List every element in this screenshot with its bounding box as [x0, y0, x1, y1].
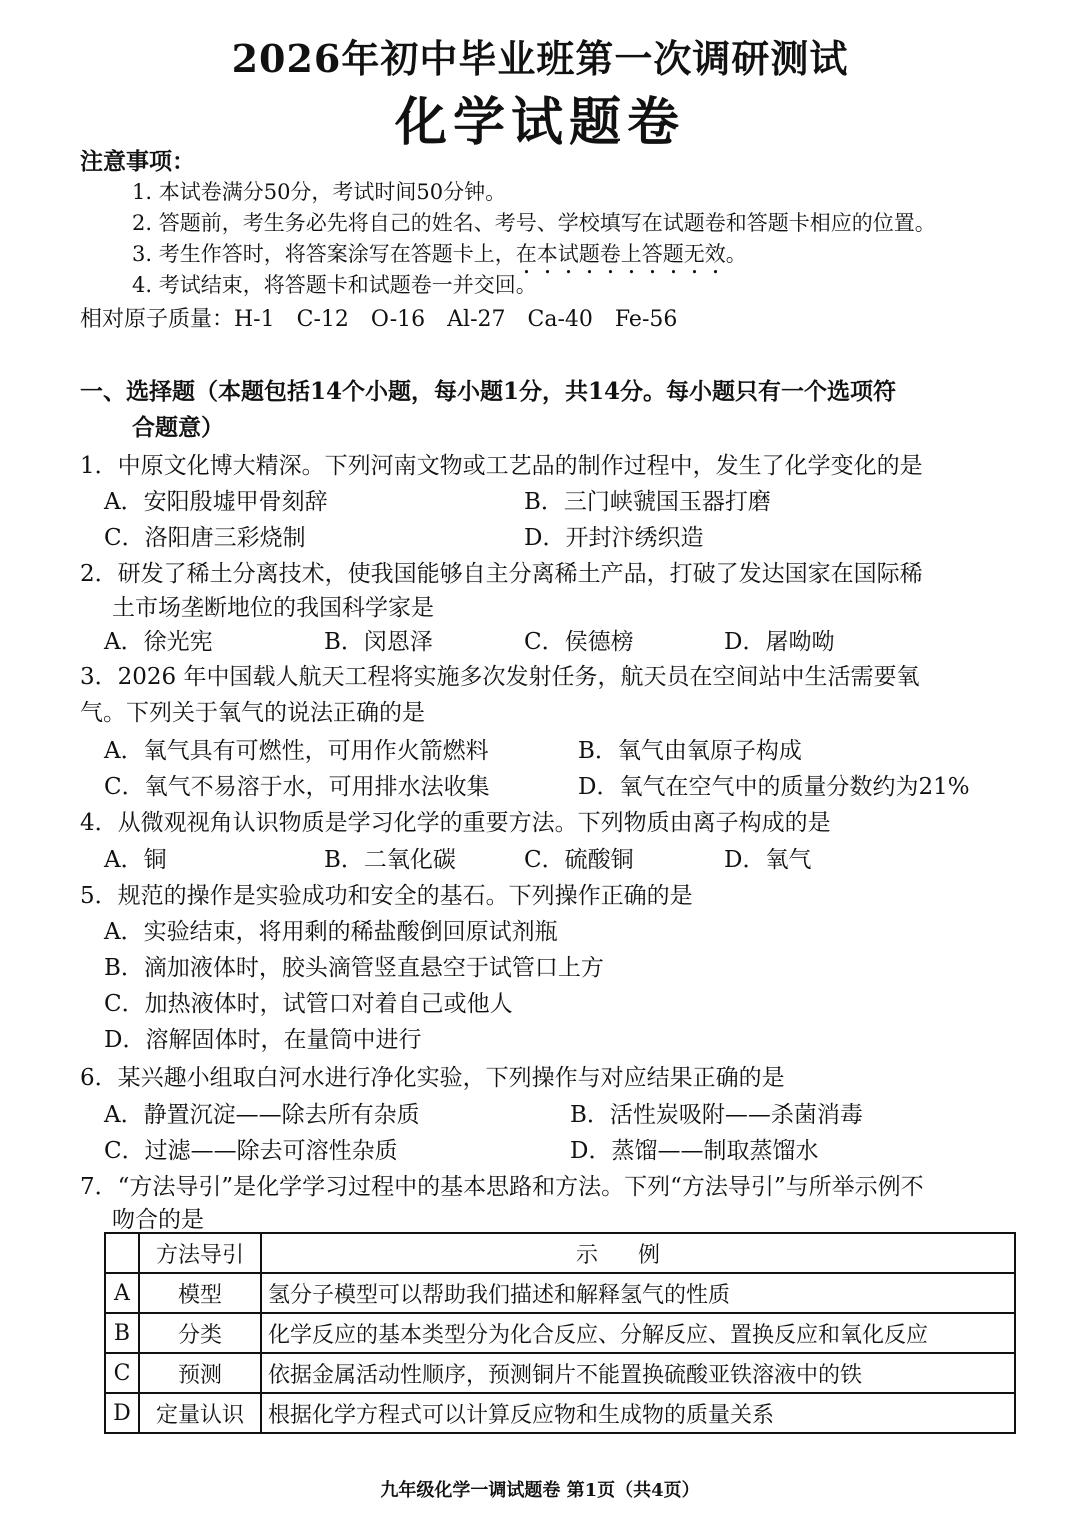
- question-6-option-c: C．过滤——除去可溶性杂质: [104, 1138, 398, 1164]
- question-4-option-c: C．硫酸铜: [524, 847, 634, 873]
- question-5-stem: 5．规范的操作是实验成功和安全的基石。下列操作正确的是: [80, 883, 693, 909]
- question-4-option-a: A．铜: [104, 847, 167, 873]
- table-header-cell: 示例: [261, 1233, 1015, 1273]
- notice-item: 4. 考试结束，将答题卡和试题卷一并交回。: [132, 273, 537, 297]
- table-cell: 氢分子模型可以帮助我们描述和解释氢气的性质: [261, 1273, 1015, 1313]
- exam-subject-title: 化学试题卷: [394, 92, 685, 153]
- question-7-stem: 7．“方法导引”是化学学习过程中的基本思路和方法。下列“方法导引”与所举示例不: [80, 1174, 924, 1200]
- question-1-option-b: B．三门峡虢国玉器打磨: [524, 489, 771, 515]
- question-4-option-d: D．氧气: [724, 847, 812, 873]
- section-heading: 一、选择题（本题包括14个小题，每小题1分，共14分。每小题只有一个选项符: [80, 378, 897, 405]
- notice-emphasis: 在本试题卷上答题无效: [515, 242, 726, 266]
- question-3-option-d: D．氧气在空气中的质量分数约为21%: [578, 774, 970, 800]
- question-2-option-d: D．屠呦呦: [724, 629, 835, 655]
- notice-heading: 注意事项：: [80, 148, 195, 175]
- question-3-option-c: C．氧气不易溶于水，可用排水法收集: [104, 774, 490, 800]
- question-7-stem-cont: 吻合的是: [112, 1207, 204, 1233]
- question-6-option-d: D．蒸馏——制取蒸馏水: [570, 1138, 819, 1164]
- table-cell: 预测: [139, 1353, 261, 1393]
- notice-item-end: 。: [725, 242, 747, 266]
- table-cell: C: [105, 1353, 139, 1393]
- question-4-stem: 4．从微观视角认识物质是学习化学的重要方法。下列物质由离子构成的是: [80, 810, 831, 836]
- question-1-option-a: A．安阳殷墟甲骨刻辞: [104, 489, 328, 515]
- table-header-cell: 方法导引: [139, 1233, 261, 1273]
- table-cell: 依据金属活动性顺序，预测铜片不能置换硫酸亚铁溶液中的铁: [261, 1353, 1015, 1393]
- table-cell: B: [105, 1313, 139, 1353]
- page-footer: 九年级化学一调试题卷 第1页（共4页）: [380, 1480, 700, 1501]
- question-2-stem-cont: 土市场垄断地位的我国科学家是: [112, 595, 434, 621]
- question-2-option-c: C．侯德榜: [524, 629, 634, 655]
- notice-item-text: 3. 考生作答时，将答案涂写在答题卡上，: [132, 242, 516, 266]
- question-6-option-a: A．静置沉淀——除去所有杂质: [104, 1102, 420, 1128]
- table-row: [105, 1353, 1015, 1393]
- question-5-option-a: A．实验结束，将用剩的稀盐酸倒回原试剂瓶: [104, 919, 558, 945]
- method-table: [104, 1232, 1016, 1434]
- question-2-option-b: B．闵恩泽: [324, 629, 433, 655]
- question-1-option-d: D．开封汴绣织造: [524, 525, 704, 551]
- exam-title: 2026年初中毕业班第一次调研测试: [231, 36, 849, 81]
- question-4-option-b: B．二氧化碳: [324, 847, 456, 873]
- question-5-option-c: C．加热液体时，试管口对着自己或他人: [104, 991, 513, 1017]
- table-header-row: [105, 1233, 1015, 1273]
- table-row: [105, 1393, 1015, 1433]
- table-cell: D: [105, 1393, 139, 1433]
- question-1-stem: 1．中原文化博大精深。下列河南文物或工艺品的制作过程中，发生了化学变化的是: [80, 453, 923, 479]
- table-cell: 模型: [139, 1273, 261, 1313]
- question-6-option-b: B．活性炭吸附——杀菌消毒: [570, 1102, 863, 1128]
- table-row: [105, 1273, 1015, 1313]
- table-cell: A: [105, 1273, 139, 1313]
- table-cell: 分类: [139, 1313, 261, 1353]
- notice-item: 1. 本试卷满分50分，考试时间50分钟。: [132, 180, 507, 204]
- table-cell: 化学反应的基本类型分为化合反应、分解反应、置换反应和氧化反应: [261, 1313, 1015, 1353]
- question-3-option-a: A．氧气具有可燃性，可用作火箭燃料: [104, 738, 489, 764]
- question-2-stem: 2．研发了稀土分离技术，使我国能够自主分离稀土产品，打破了发达国家在国际稀: [80, 561, 923, 587]
- table-header-cell: [105, 1233, 139, 1273]
- question-3-option-b: B．氧气由氧原子构成: [578, 738, 802, 764]
- question-5-option-d: D．溶解固体时，在量筒中进行: [104, 1027, 422, 1053]
- section-heading-cont: 合题意）: [132, 414, 224, 441]
- notice-item: 2. 答题前，考生务必先将自己的姓名、考号、学校填写在试题卷和答题卡相应的位置。: [132, 211, 936, 235]
- table-cell: 定量认识: [139, 1393, 261, 1433]
- question-1-option-c: C．洛阳唐三彩烧制: [104, 525, 306, 551]
- question-6-stem: 6．某兴趣小组取白河水进行净化实验，下列操作与对应结果正确的是: [80, 1065, 785, 1091]
- question-2-option-a: A．徐光宪: [104, 629, 213, 655]
- question-3-stem: 3．2026 年中国载人航天工程将实施多次发射任务，航天员在空间站中生活需要氧: [80, 664, 920, 690]
- question-5-option-b: B．滴加液体时，胶头滴管竖直悬空于试管口上方: [104, 955, 604, 981]
- question-3-stem-cont: 气。下列关于氧气的说法正确的是: [80, 700, 425, 726]
- atomic-mass: 相对原子质量：H-1 C-12 O-16 Al-27 Ca-40 Fe-56: [80, 307, 678, 332]
- table-row: [105, 1313, 1015, 1353]
- table-cell: 根据化学方程式可以计算反应物和生成物的质量关系: [261, 1393, 1015, 1433]
